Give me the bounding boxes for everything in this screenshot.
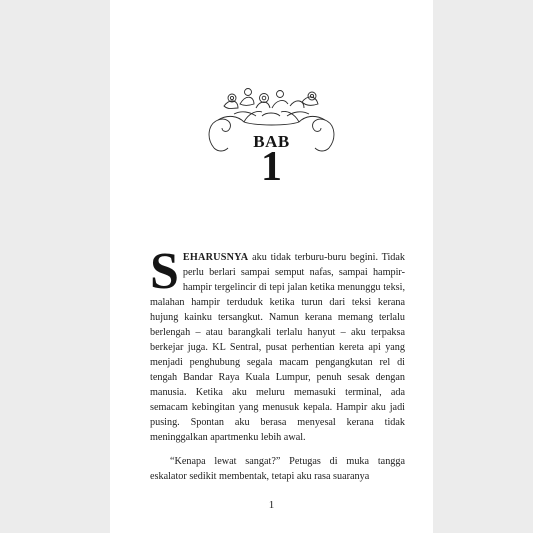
page-number: 1: [268, 499, 275, 511]
book-page: [110, 0, 433, 533]
chapter-number: 1: [261, 144, 282, 190]
chapter-label: BAB: [253, 132, 290, 151]
chapter-body: [150, 243, 405, 484]
drop-cap: S: [150, 243, 179, 300]
paragraph-1-text: aku tidak terburu-buru begini. Tidak perlu berlari sampai semput nafas, sampai hampir-hampir tergelincir di tepi jalan ketika menunggu teksi, malahan hampir terduduk ketika turun dari teksi kerana hujung kainku tersangkut. Namun kerana memang terlalu berlengah – atau barangkali terlalu hanyut – aku terpaksa berkejar juga. KL Sentral, pusat perhentian kereta api yang menjadi penghubung segala macam pengangkutan rel di tengah Bandar Raya Kuala Lumpur, penuh sesak dengan manusia. Ketika aku meluru memasuki terminal, ada semacam kebingitan yang menusuk kepala. Hampir aku jadi pusing. Spontan aku berasa menyesal kerana tidak meninggalkan apartmenku lebih awal.: [150, 252, 405, 443]
paragraph-1: [150, 243, 405, 445]
lead-word: EHARUSNYA: [182, 252, 249, 263]
paragraph-2: “Kenapa lewat sangat?” Petugas di muka tangga eskalator sedikit membentak, tetapi aku rasa suaranya: [150, 456, 405, 482]
